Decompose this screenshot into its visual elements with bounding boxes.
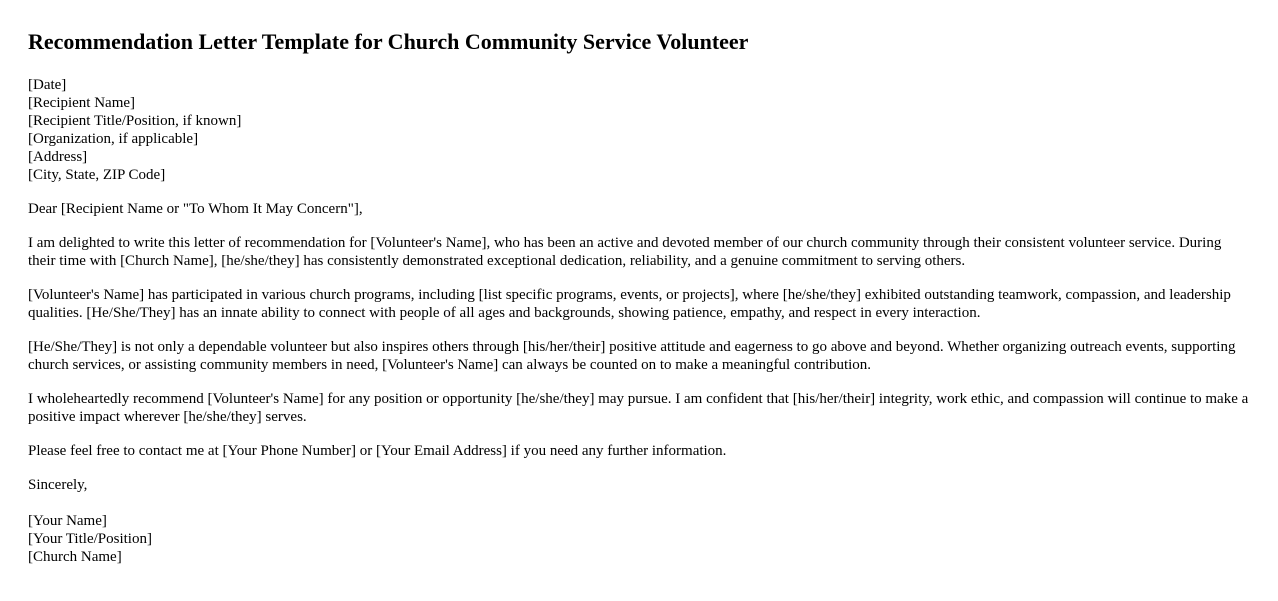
page-title: Recommendation Letter Template for Church Community Service Volunteer xyxy=(28,29,749,54)
date-line: [Date] xyxy=(28,77,67,93)
body-paragraph-character: [He/She/They] is not only a dependable volunteer but also inspires others through [his/her/their] positive attitude and eagerness to go above and beyond. Whether organizing outreach events, supporting church services, or assisting community members in need, [Volunteer's Name] can always be counted on to make a meaningful contribution. xyxy=(28,339,1236,373)
signature-block xyxy=(28,512,1250,566)
organization-line: [Organization, if applicable] xyxy=(28,131,199,147)
signer-title-line: [Your Title/Position] xyxy=(28,531,152,547)
recipient-name-line: [Recipient Name] xyxy=(28,95,136,111)
salutation: Dear [Recipient Name or "To Whom It May Concern"], xyxy=(28,201,363,217)
recipient-address-block xyxy=(28,76,1250,184)
body-paragraph-recommendation: I wholeheartedly recommend [Volunteer's Name] for any position or opportunity [he/she/they] may pursue. I am confident that [his/her/their] integrity, work ethic, and compassion will continue to make a positive impact wherever [he/she/they] serves. xyxy=(28,391,1249,425)
body-paragraph-intro: I am delighted to write this letter of recommendation for [Volunteer's Name], who has been an active and devoted member of our church community through their consistent volunteer service. During their time with [Church Name], [he/she/they] has consistently demonstrated exceptional dedication, reliability, and a genuine commitment to serving others. xyxy=(28,235,1222,269)
body-paragraph-programs: [Volunteer's Name] has participated in various church programs, including [list specific programs, events, or projects], where [he/she/they] exhibited outstanding teamwork, compassion, and leadership qualities. [He/She/They] has an innate ability to connect with people of all ages and backgrounds, showing patience, empathy, and respect in every interaction. xyxy=(28,287,1231,321)
body-paragraph-contact: Please feel free to contact me at [Your Phone Number] or [Your Email Address] if you need any further information. xyxy=(28,443,727,459)
closing: Sincerely, xyxy=(28,477,88,493)
city-state-zip-line: [City, State, ZIP Code] xyxy=(28,167,166,183)
address-line: [Address] xyxy=(28,149,88,165)
signer-name-line: [Your Name] xyxy=(28,513,107,529)
recipient-title-line: [Recipient Title/Position, if known] xyxy=(28,113,242,129)
signer-church-line: [Church Name] xyxy=(28,549,122,565)
